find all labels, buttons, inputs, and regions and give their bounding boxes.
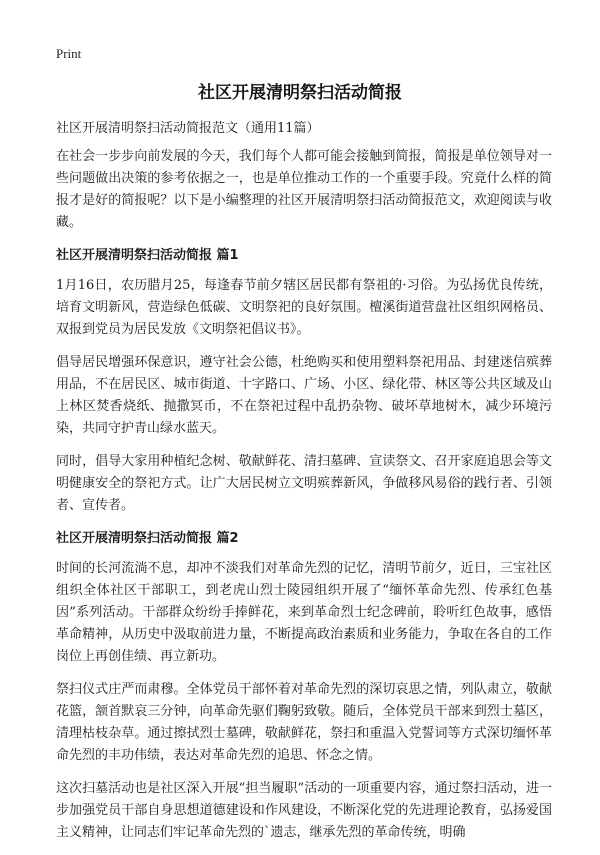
document-body	[56, 118, 552, 855]
intro-paragraph: 在社会一步步向前发展的今天，我们每个人都可能会接触到简报，简报是单位领导对一些问题做出决策的参考依据之一，也是单位推动工作的一个重要手段。究竟什么样的简报才是好的简报呢？以下是小编整理的社区开展清明祭扫活动简报范文，欢迎阅读与收藏。	[56, 149, 552, 230]
section-heading: 社区开展清明祭扫活动简报 篇1	[56, 248, 239, 263]
paragraph: 时间的长河流淌不息，却冲不淡我们对革命先烈的记忆，清明节前夕，近日，三宝社区组织全体社区干部职工，到老虎山烈士陵园组织开展了“缅怀革命先烈、传承红色基因”系列活动。干部群众纷纷手捧鲜花，来到革命烈士纪念碑前，聆听红色故事，感悟革命精神，从历史中汲取前进力量，不断提高政治素质和业务能力，争取在各自的工作岗位上再创佳绩、再立新功。	[56, 561, 552, 664]
paragraph: 1月16日，农历腊月25，每逢春节前夕辖区居民都有祭祖的·习俗。为弘扬优良传统，培育文明新风，营造绿色低碳、文明祭祀的良好氛围。檀溪街道营盘社区组织网格员、双报到党员为居民发放《文明祭祀倡议书》。	[56, 278, 552, 337]
section-2	[56, 528, 552, 844]
paragraph: 这次扫墓活动也是社区深入开展“担当履职”活动的一项重要内容，通过祭扫活动，进一步加强党员干部自身思想道德建设和作风建设，不断深化党的先进理论教育，弘扬爱国主义精神，让同志们牢记革命先烈的`遗志，继承先烈的革命传统，明确	[56, 781, 552, 840]
section-1	[56, 245, 552, 517]
paragraph: 祭扫仪式庄严而肃穆。全体党员干部怀着对革命先烈的深切哀思之情，列队肃立，敬献花篮，颔首默哀三分钟，向革命先驱们鞠躬致敬。随后，全体党员干部来到烈士墓区，清理枯枝杂草。通过擦拭烈士墓碑，敬献鲜花，祭扫和重温入党誓词等方式深切缅怀革命先烈的丰功伟绩，表达对革命先烈的追思、怀念之情。	[56, 682, 552, 763]
subtitle: 社区开展清明祭扫活动简报范文（通用11篇）	[56, 121, 320, 136]
page-title: 社区开展清明祭扫活动简报	[198, 83, 402, 103]
paragraph: 同时，倡导大家用种植纪念树、敬献鲜花、清扫墓碑、宣读祭文、召开家庭追思会等文明健康安全的祭祀方式。让广大居民树立文明殡葬新风，争做移风易俗的践行者、引领者、宣传者。	[56, 454, 552, 513]
section-heading: 社区开展清明祭扫活动简报 篇2	[56, 531, 239, 546]
print-link[interactable]: Print	[56, 46, 82, 61]
paragraph: 倡导居民增强环保意识，遵守社会公德，杜绝购买和使用塑料祭祀用品、封建迷信殡葬用品，不在居民区、城市街道、十字路口、广场、小区、绿化带、林区等公共区域及山上林区焚香烧纸、抛撒冥币，不在祭祀过程中乱扔杂物、破坏草地树木，减少环境污染，共同守护青山绿水蓝天。	[56, 355, 552, 436]
